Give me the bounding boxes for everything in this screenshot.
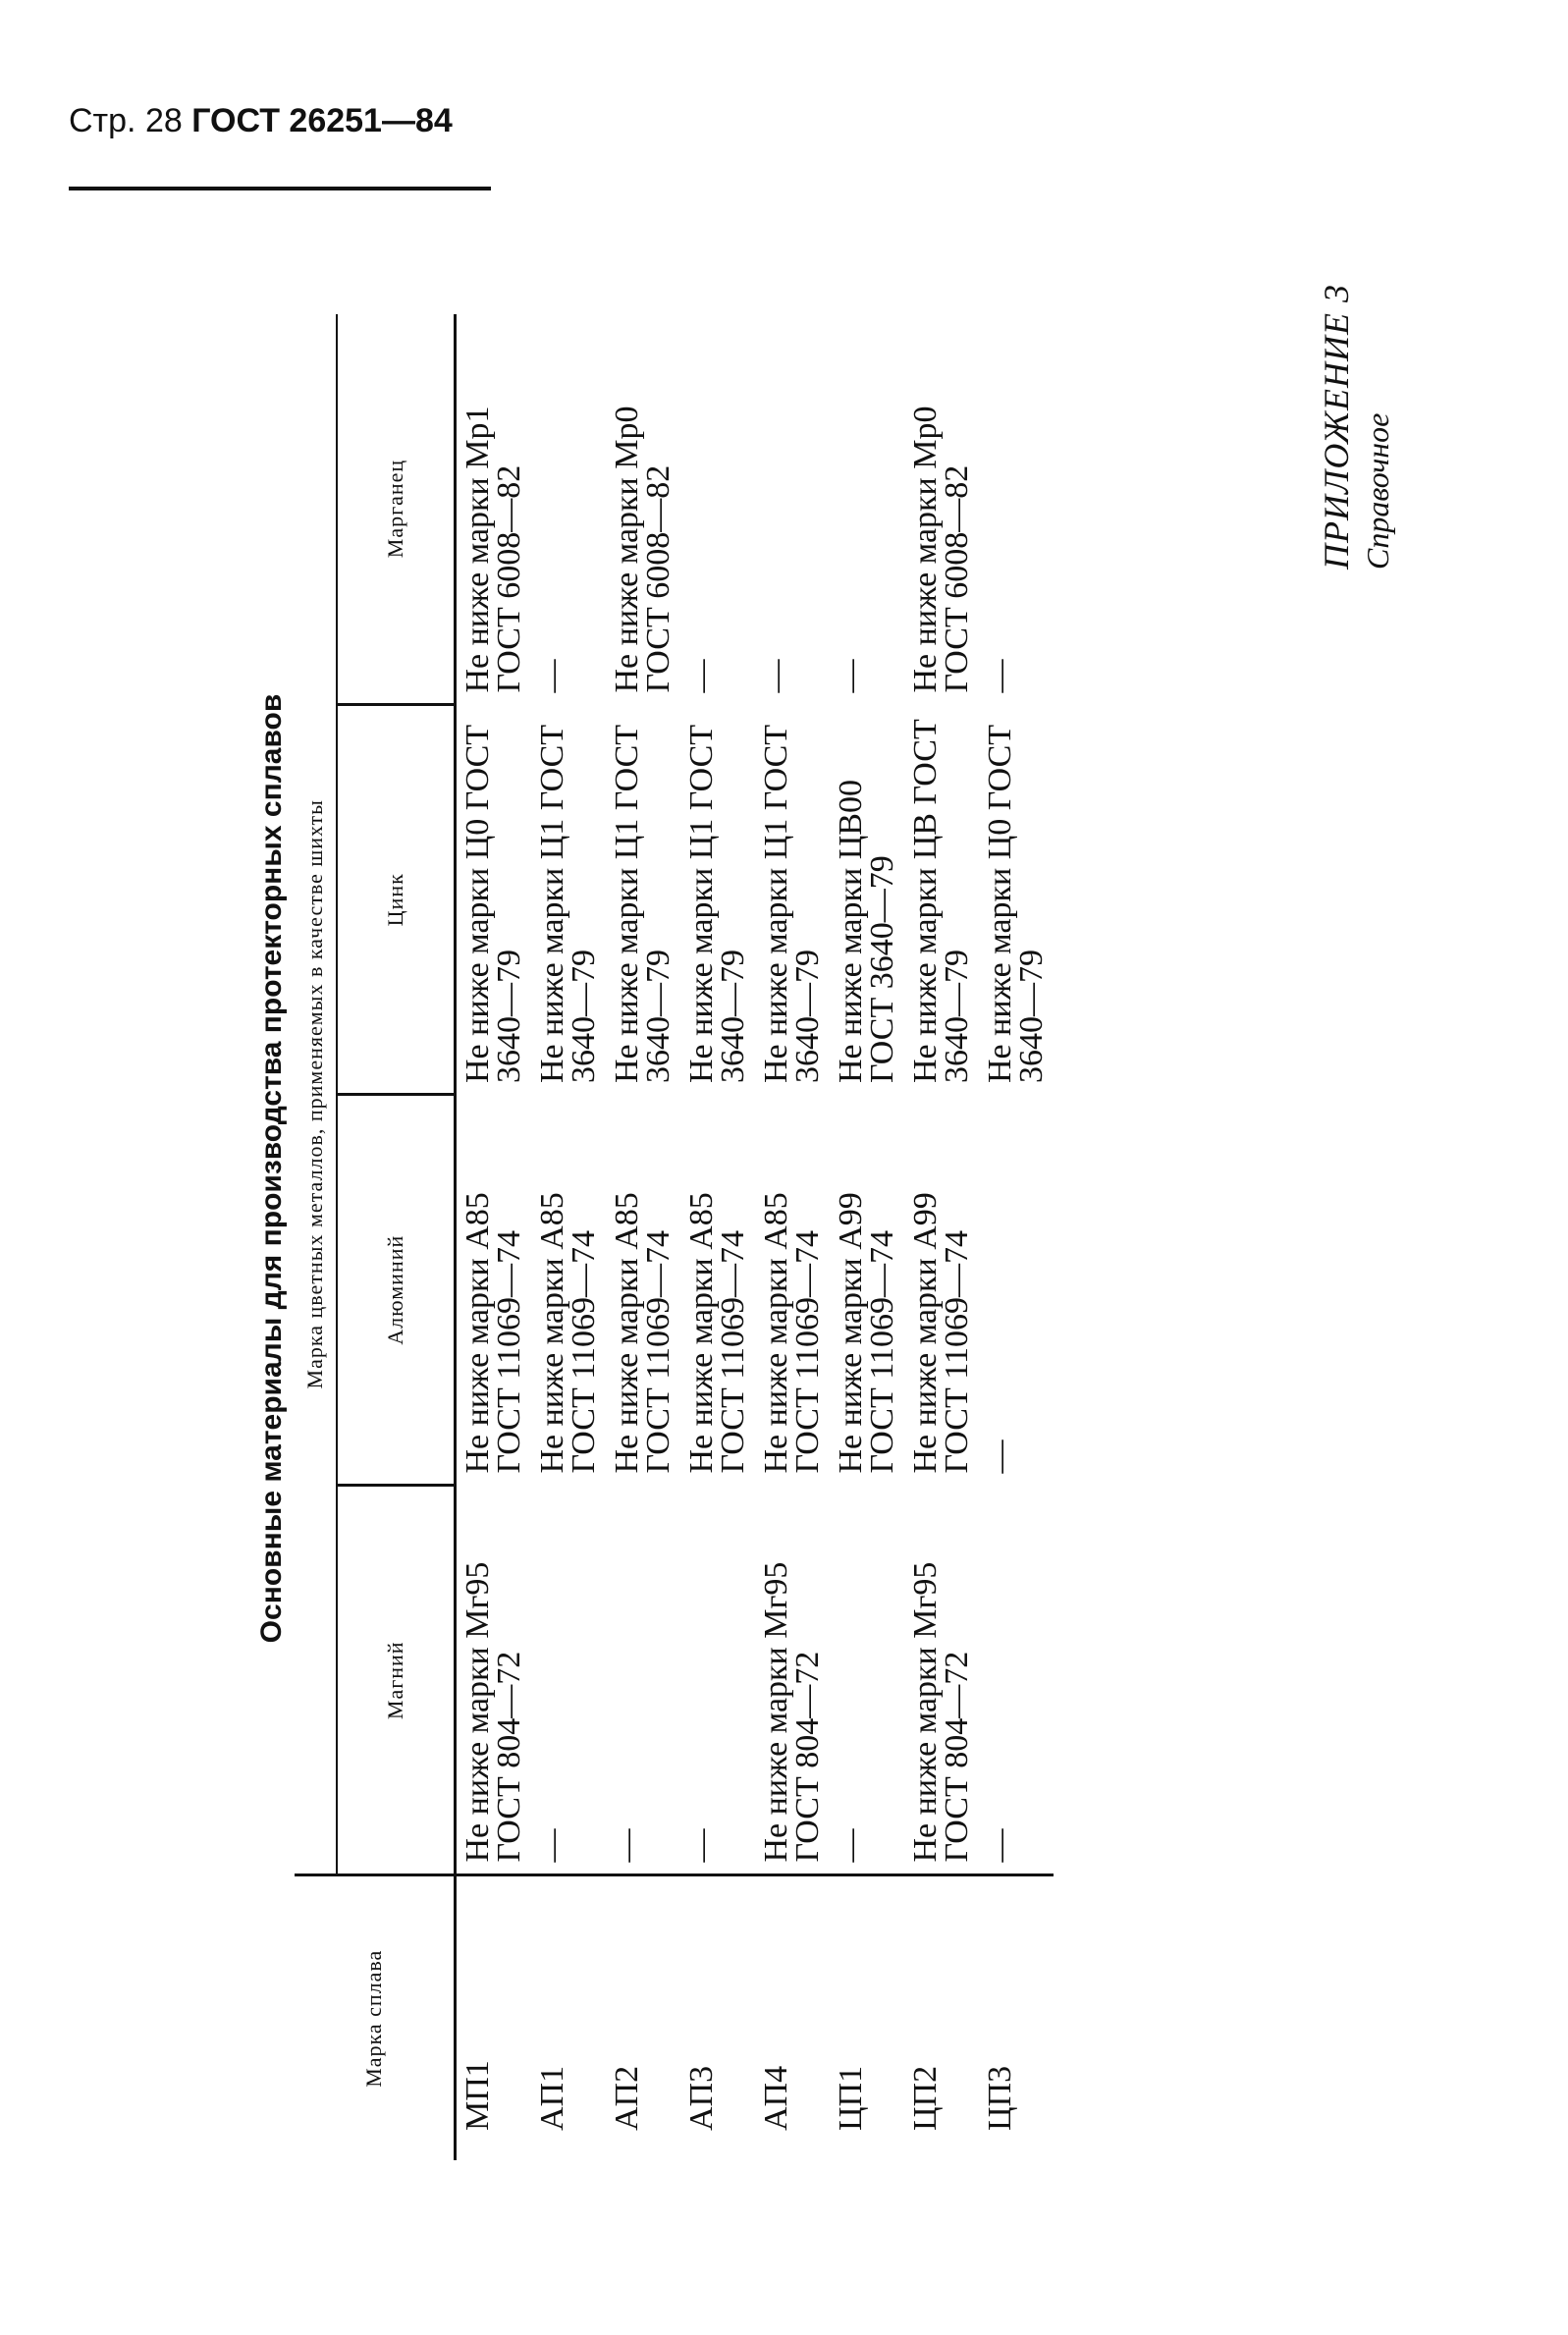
material-cell: — xyxy=(982,1828,1018,1863)
alloy-grade: ЦП2 xyxy=(904,1875,979,2160)
col-manganese-header: Марганец xyxy=(383,459,407,559)
gost-number: 26251—84 xyxy=(289,102,453,139)
material-cell: Не ниже марки Мр1 ГОСТ 6008—82 xyxy=(456,314,532,705)
table-row xyxy=(680,314,755,2160)
table-title: Основные материалы для производства протекторных сплавов xyxy=(255,693,288,1644)
material-cell: Не ниже марки Ц1 ГОСТ 3640—79 xyxy=(609,724,676,1083)
alloy-materials-table xyxy=(295,314,1054,2160)
material-cell: Не ниже марки А85 ГОСТ 11069—74 xyxy=(456,1095,532,1486)
material-cell: — xyxy=(683,659,720,693)
material-cell: — xyxy=(982,1439,1018,1474)
table-row xyxy=(904,314,979,2160)
material-cell: — xyxy=(534,1828,570,1863)
alloy-grade: АП2 xyxy=(606,1875,680,2160)
rotated-page-content xyxy=(79,196,1473,2199)
col-magnesium-header: Магний xyxy=(337,1486,456,1876)
material-cell: — xyxy=(609,1828,645,1863)
material-cell: Не ниже марки Мг95 ГОСТ 804—72 xyxy=(456,1486,532,1876)
appendix-heading xyxy=(1316,284,1398,570)
material-cell: Не ниже марки Мр0 ГОСТ 6008—82 xyxy=(907,406,975,693)
material-cell: Не ниже марки Ц0 ГОСТ 3640—79 xyxy=(982,724,1050,1083)
material-cell: Не ниже марки Ц0 ГОСТ 3640—79 xyxy=(456,705,532,1096)
material-cell: Не ниже марки А85 ГОСТ 11069—74 xyxy=(683,1192,751,1474)
col-alloy-header: Марка сплава xyxy=(295,1875,456,2160)
col-zinc-header: Цинк xyxy=(337,705,456,1096)
alloy-grade: АП3 xyxy=(680,1875,755,2160)
material-cell: Не ниже марки Мг95 ГОСТ 804—72 xyxy=(907,1561,975,1863)
alloy-grade: АП4 xyxy=(755,1875,830,2160)
material-cell: Не ниже марки Ц1 ГОСТ 3640—79 xyxy=(534,724,602,1083)
gost-label: ГОСТ xyxy=(191,102,280,139)
col-aluminium-header: Алюминий xyxy=(337,1095,456,1486)
table-row xyxy=(456,314,532,2160)
table-row xyxy=(755,314,830,2160)
material-cell: Не ниже марки Ц1 ГОСТ 3640—79 xyxy=(683,724,751,1083)
appendix-title: ПРИЛОЖЕНИЕ 3 xyxy=(1317,284,1356,570)
material-cell: Не ниже марки А99 ГОСТ 11069—74 xyxy=(907,1192,975,1474)
material-cell: Не ниже марки Мг95 ГОСТ 804—72 xyxy=(758,1561,826,1863)
page-prefix: Стр. xyxy=(69,102,136,139)
table-row xyxy=(606,314,680,2160)
material-cell: — xyxy=(982,659,1018,693)
alloy-grade: ЦП1 xyxy=(830,1875,904,2160)
material-cell: Не ниже марки А85 ГОСТ 11069—74 xyxy=(534,1192,602,1474)
group-header: Марка цветных металлов, применяемых в качестве шихты xyxy=(295,314,337,1875)
appendix-subtitle: Справочное xyxy=(1360,412,1395,570)
material-cell: Не ниже марки ЦВ ГОСТ 3640—79 xyxy=(907,719,975,1083)
material-cell: Не ниже марки А85 ГОСТ 11069—74 xyxy=(609,1192,676,1474)
material-cell: Не ниже марки ЦВ00 ГОСТ 3640—79 xyxy=(833,780,900,1083)
header-rule xyxy=(69,187,491,190)
material-cell: — xyxy=(833,1828,869,1863)
material-cell: Не ниже марки Мр0 ГОСТ 6008—82 xyxy=(609,406,676,693)
material-cell: — xyxy=(534,659,570,693)
material-cell: Не ниже марки А99 ГОСТ 11069—74 xyxy=(833,1192,900,1474)
table-row xyxy=(531,314,606,2160)
alloy-grade: ЦП3 xyxy=(979,1875,1054,2160)
material-cell: — xyxy=(683,1828,720,1863)
material-cell: Не ниже марки Ц1 ГОСТ 3640—79 xyxy=(758,724,826,1083)
alloy-grade: МП1 xyxy=(456,1875,532,2160)
page-number: 28 xyxy=(144,102,183,139)
alloy-grade: АП1 xyxy=(531,1875,606,2160)
table-row xyxy=(979,314,1054,2160)
material-cell: — xyxy=(758,659,794,693)
material-cell: — xyxy=(833,659,869,693)
material-cell: Не ниже марки А85 ГОСТ 11069—74 xyxy=(758,1192,826,1474)
table-row xyxy=(830,314,904,2160)
page-header xyxy=(69,102,453,140)
